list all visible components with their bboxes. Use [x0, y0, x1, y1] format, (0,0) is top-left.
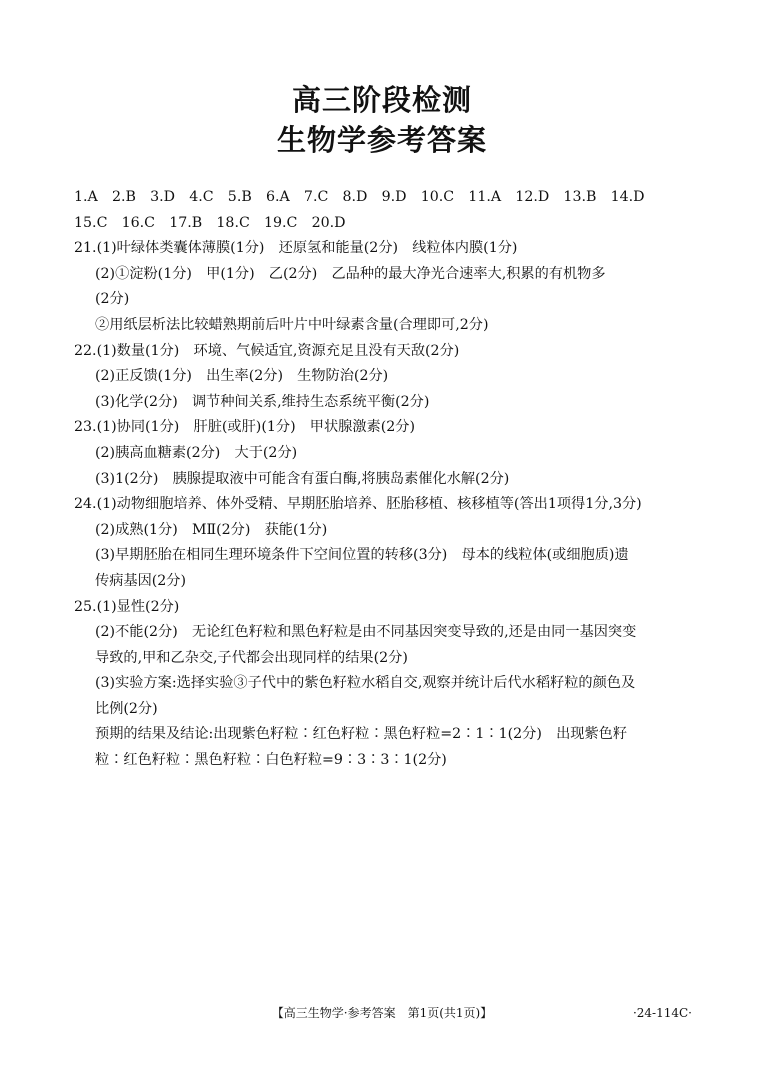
footer-code: ·24-114C·: [632, 1006, 692, 1020]
answer-line: 粒∶红色籽粒∶黑色籽粒∶白色籽粒=9∶3∶3∶1(2分): [95, 752, 447, 769]
page-title: 高三阶段检测: [291, 83, 472, 117]
answer-line: 1.A 2.B 3.D 4.C 5.B 6.A 7.C 8.D 9.D 10.C 11.A 12.D 13.B 14.D: [74, 189, 645, 205]
answer-line: (3)化学(2分) 调节种间关系,维持生态系统平衡(2分): [95, 393, 430, 410]
answer-line: (2)不能(2分) 无论红色籽粒和黑色籽粒是由不同基因突变导致的,还是由同一基因突变: [95, 624, 637, 641]
answer-line: (2)正反馈(1分) 出生率(2分) 生物防治(2分): [95, 368, 389, 385]
answer-line: (2)①淀粉(1分) 甲(1分) 乙(2分) 乙品种的最大净光合速率大,积累的有机物多: [95, 265, 606, 282]
answer-line: 21.(1)叶绿体类囊体薄膜(1分) 还原氢和能量(2分) 线粒体内膜(1分): [74, 240, 518, 257]
answer-line: 25.(1)显性(2分): [74, 598, 180, 615]
answer-line: (3)实验方案:选择实验③子代中的紫色籽粒水稻自交,观察并统计后代水稻籽粒的颜色及: [95, 675, 636, 692]
answer-line: (2)胰高血糖素(2分) 大于(2分): [95, 444, 298, 461]
answer-line: 23.(1)协同(1分) 肝脏(或肝)(1分) 甲状腺激素(2分): [74, 419, 416, 436]
answer-line: (3)1(2分) 胰腺提取液中可能含有蛋白酶,将胰岛素催化水解(2分): [95, 470, 510, 487]
answer-line: ②用纸层析法比较蜡熟期前后叶片中叶绿素含量(合理即可,2分): [95, 316, 489, 333]
answer-line: 24.(1)动物细胞培养、体外受精、早期胚胎培养、胚胎移植、核移植等(答出1项得1分,3分): [74, 496, 642, 513]
answer-line: (2)成熟(1分) MⅡ(2分) 获能(1分): [95, 521, 328, 538]
answer-content: [74, 185, 698, 774]
answer-line: 比例(2分): [95, 700, 158, 717]
answer-line: 导致的,甲和乙杂交,子代都会出现同样的结果(2分): [95, 649, 408, 666]
answer-line: 传病基因(2分): [95, 572, 187, 589]
page-subtitle: 生物学参考答案: [276, 123, 487, 157]
answer-line: 22.(1)数量(1分) 环境、气候适宜,资源充足且没有天敌(2分): [74, 342, 460, 359]
footer-page-info: 【高三生物学·参考答案 第1页(共1页)】: [271, 1006, 493, 1020]
answer-line: 15.C 16.C 17.B 18.C 19.C 20.D: [74, 214, 346, 231]
answer-line: (2分): [95, 291, 130, 308]
answer-line: (3)早期胚胎在相同生理环境条件下空间位置的转移(3分) 母本的线粒体(或细胞质)遗: [95, 547, 629, 564]
answer-line: 预期的结果及结论:出现紫色籽粒∶红色籽粒∶黑色籽粒=2∶1∶1(2分) 出现紫色籽: [95, 726, 628, 743]
